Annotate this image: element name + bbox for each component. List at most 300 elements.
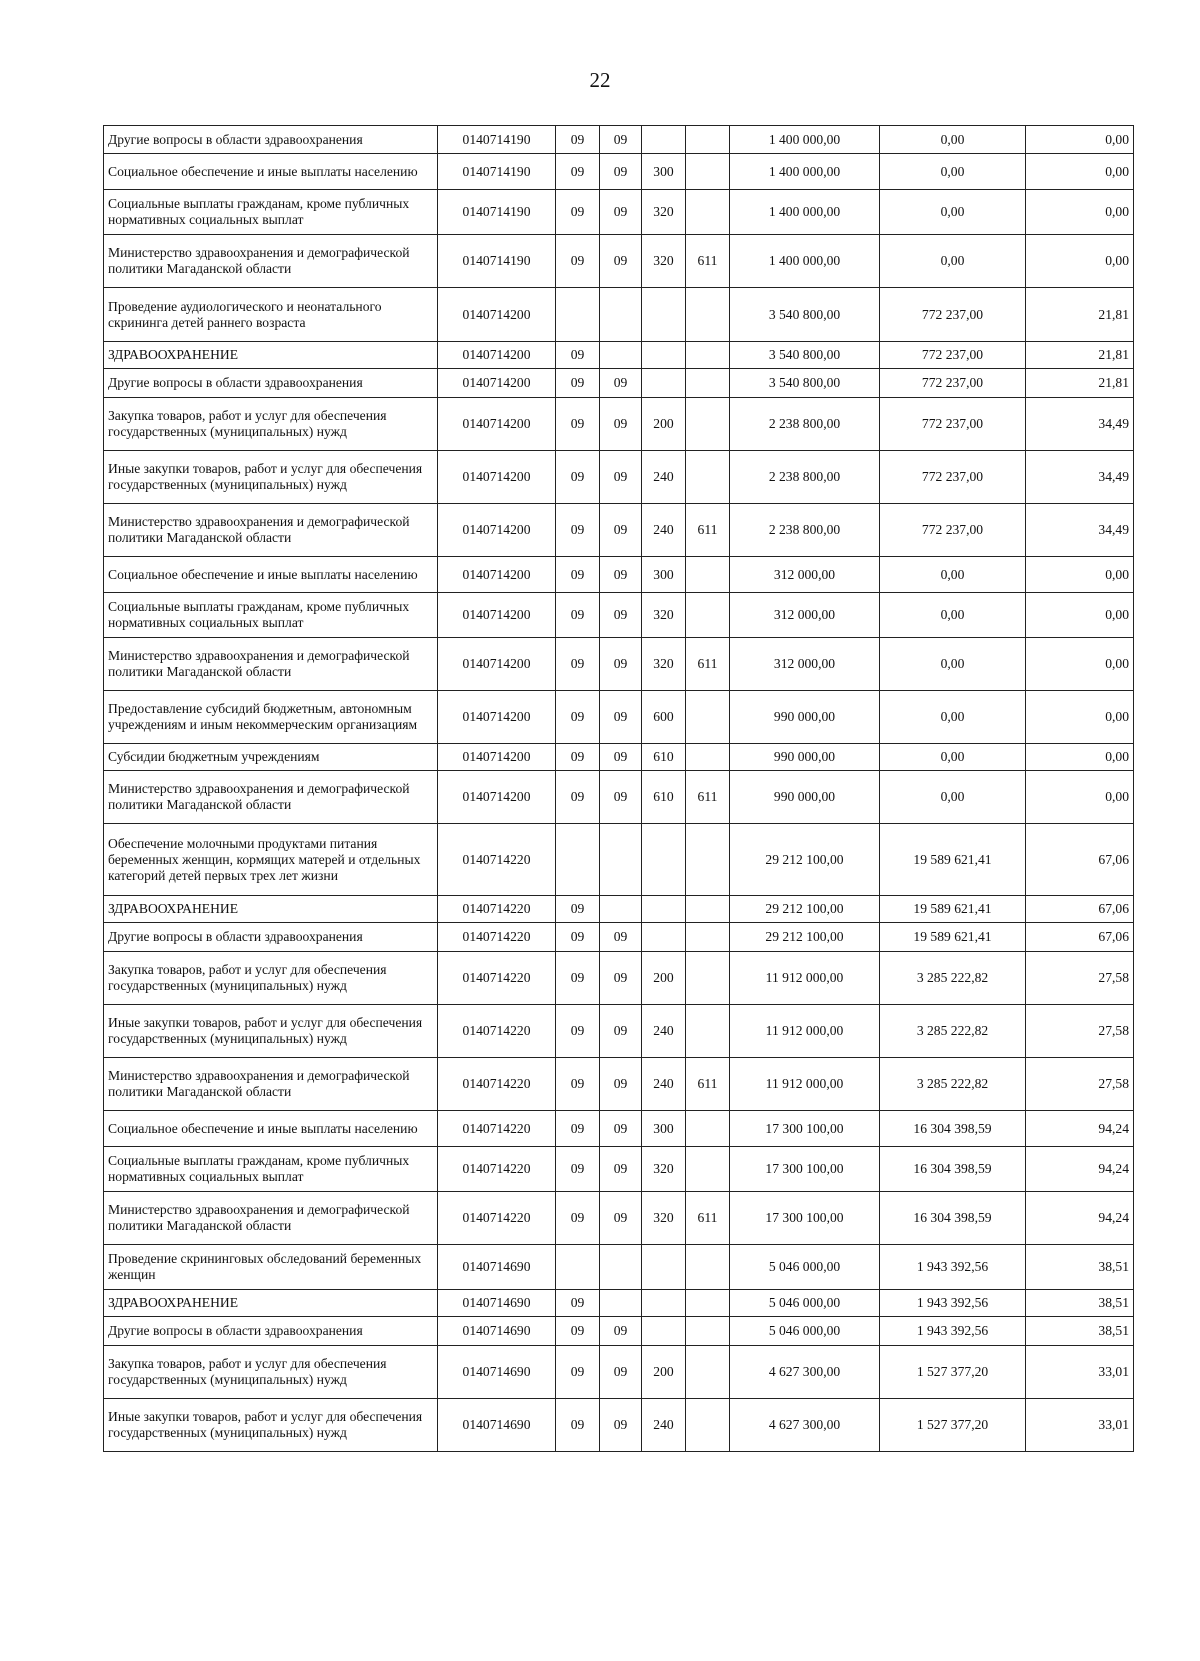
- subsection-cell: [600, 896, 642, 923]
- percent-cell: 21,81: [1026, 288, 1134, 342]
- table-row: [104, 504, 1134, 557]
- expense-type-cell: 610: [642, 744, 686, 771]
- section-cell: 09: [556, 1005, 600, 1058]
- expense-type-cell: 240: [642, 1005, 686, 1058]
- target-article-cell: 0140714200: [438, 288, 556, 342]
- section-cell: 09: [556, 923, 600, 952]
- executed-cell: 772 237,00: [880, 369, 1026, 398]
- name-cell: Социальное обеспечение и иные выплаты населению: [104, 154, 438, 190]
- table-row: [104, 1290, 1134, 1317]
- plan-cell: 312 000,00: [730, 557, 880, 593]
- executed-cell: 0,00: [880, 691, 1026, 744]
- subsection-cell: 09: [600, 1192, 642, 1245]
- executed-cell: 772 237,00: [880, 504, 1026, 557]
- plan-cell: 2 238 800,00: [730, 451, 880, 504]
- expense-type-cell: 320: [642, 593, 686, 638]
- section-cell: 09: [556, 1147, 600, 1192]
- subsection-cell: 09: [600, 1399, 642, 1452]
- expense-type-cell: 320: [642, 638, 686, 691]
- expense-type-cell: 300: [642, 1111, 686, 1147]
- target-article-cell: 0140714200: [438, 398, 556, 451]
- executed-cell: 3 285 222,82: [880, 1005, 1026, 1058]
- subsection-cell: [600, 824, 642, 896]
- section-cell: 09: [556, 557, 600, 593]
- executed-cell: 16 304 398,59: [880, 1111, 1026, 1147]
- target-article-cell: 0140714200: [438, 593, 556, 638]
- percent-cell: 0,00: [1026, 126, 1134, 154]
- expense-type-cell: 320: [642, 1147, 686, 1192]
- plan-cell: 3 540 800,00: [730, 369, 880, 398]
- name-cell: Закупка товаров, работ и услуг для обеспечения государственных (муниципальных) нужд: [104, 1346, 438, 1399]
- percent-cell: 34,49: [1026, 398, 1134, 451]
- name-cell: Министерство здравоохранения и демографической политики Магаданской области: [104, 235, 438, 288]
- budget-table: [103, 125, 1134, 1452]
- executed-cell: 0,00: [880, 235, 1026, 288]
- percent-cell: 0,00: [1026, 638, 1134, 691]
- grbs-cell: [686, 824, 730, 896]
- percent-cell: 27,58: [1026, 952, 1134, 1005]
- subsection-cell: [600, 1245, 642, 1290]
- target-article-cell: 0140714690: [438, 1399, 556, 1452]
- percent-cell: 94,24: [1026, 1111, 1134, 1147]
- target-article-cell: 0140714220: [438, 1058, 556, 1111]
- expense-type-cell: 300: [642, 557, 686, 593]
- name-cell: Социальное обеспечение и иные выплаты населению: [104, 1111, 438, 1147]
- subsection-cell: 09: [600, 952, 642, 1005]
- target-article-cell: 0140714220: [438, 896, 556, 923]
- section-cell: 09: [556, 744, 600, 771]
- plan-cell: 29 212 100,00: [730, 824, 880, 896]
- grbs-cell: [686, 1111, 730, 1147]
- section-cell: 09: [556, 896, 600, 923]
- subsection-cell: [600, 1290, 642, 1317]
- executed-cell: 3 285 222,82: [880, 1058, 1026, 1111]
- grbs-cell: [686, 1245, 730, 1290]
- plan-cell: 312 000,00: [730, 593, 880, 638]
- table-row: [104, 1399, 1134, 1452]
- grbs-cell: [686, 691, 730, 744]
- name-cell: Проведение скрининговых обследований беременных женщин: [104, 1245, 438, 1290]
- name-cell: Закупка товаров, работ и услуг для обеспечения государственных (муниципальных) нужд: [104, 398, 438, 451]
- expense-type-cell: 200: [642, 398, 686, 451]
- plan-cell: 17 300 100,00: [730, 1192, 880, 1245]
- section-cell: 09: [556, 504, 600, 557]
- budget-table-body: [104, 126, 1134, 1452]
- name-cell: Проведение аудиологического и неонатального скрининга детей раннего возраста: [104, 288, 438, 342]
- subsection-cell: [600, 342, 642, 369]
- subsection-cell: 09: [600, 154, 642, 190]
- plan-cell: 29 212 100,00: [730, 923, 880, 952]
- table-row: [104, 451, 1134, 504]
- table-row: [104, 1192, 1134, 1245]
- plan-cell: 29 212 100,00: [730, 896, 880, 923]
- executed-cell: 0,00: [880, 126, 1026, 154]
- expense-type-cell: 240: [642, 451, 686, 504]
- subsection-cell: 09: [600, 235, 642, 288]
- percent-cell: 0,00: [1026, 235, 1134, 288]
- target-article-cell: 0140714190: [438, 126, 556, 154]
- name-cell: Обеспечение молочными продуктами питания беременных женщин, кормящих матерей и отдельных категорий детей первых трех лет жизни: [104, 824, 438, 896]
- table-row: [104, 126, 1134, 154]
- subsection-cell: 09: [600, 190, 642, 235]
- grbs-cell: [686, 451, 730, 504]
- expense-type-cell: 610: [642, 771, 686, 824]
- plan-cell: 11 912 000,00: [730, 952, 880, 1005]
- executed-cell: 772 237,00: [880, 398, 1026, 451]
- grbs-cell: [686, 369, 730, 398]
- plan-cell: 4 627 300,00: [730, 1346, 880, 1399]
- section-cell: 09: [556, 451, 600, 504]
- target-article-cell: 0140714200: [438, 557, 556, 593]
- grbs-cell: [686, 342, 730, 369]
- subsection-cell: 09: [600, 691, 642, 744]
- executed-cell: 3 285 222,82: [880, 952, 1026, 1005]
- subsection-cell: [600, 288, 642, 342]
- name-cell: Иные закупки товаров, работ и услуг для обеспечения государственных (муниципальных) нужд: [104, 1005, 438, 1058]
- plan-cell: 2 238 800,00: [730, 504, 880, 557]
- table-row: [104, 398, 1134, 451]
- executed-cell: 0,00: [880, 744, 1026, 771]
- section-cell: 09: [556, 342, 600, 369]
- section-cell: 09: [556, 1346, 600, 1399]
- executed-cell: 1 527 377,20: [880, 1399, 1026, 1452]
- expense-type-cell: 200: [642, 952, 686, 1005]
- plan-cell: 990 000,00: [730, 691, 880, 744]
- name-cell: Субсидии бюджетным учреждениям: [104, 744, 438, 771]
- executed-cell: 0,00: [880, 771, 1026, 824]
- grbs-cell: [686, 557, 730, 593]
- grbs-cell: [686, 593, 730, 638]
- table-row: [104, 1147, 1134, 1192]
- section-cell: 09: [556, 638, 600, 691]
- percent-cell: 94,24: [1026, 1147, 1134, 1192]
- table-row: [104, 744, 1134, 771]
- name-cell: Социальные выплаты гражданам, кроме публичных нормативных социальных выплат: [104, 593, 438, 638]
- subsection-cell: 09: [600, 557, 642, 593]
- executed-cell: 772 237,00: [880, 342, 1026, 369]
- expense-type-cell: 320: [642, 235, 686, 288]
- name-cell: ЗДРАВООХРАНЕНИЕ: [104, 1290, 438, 1317]
- grbs-cell: [686, 398, 730, 451]
- grbs-cell: [686, 1399, 730, 1452]
- percent-cell: 0,00: [1026, 557, 1134, 593]
- executed-cell: 772 237,00: [880, 288, 1026, 342]
- expense-type-cell: 320: [642, 190, 686, 235]
- target-article-cell: 0140714690: [438, 1346, 556, 1399]
- grbs-cell: 611: [686, 1058, 730, 1111]
- subsection-cell: 09: [600, 504, 642, 557]
- target-article-cell: 0140714690: [438, 1317, 556, 1346]
- target-article-cell: 0140714220: [438, 1005, 556, 1058]
- expense-type-cell: [642, 1245, 686, 1290]
- table-row: [104, 235, 1134, 288]
- name-cell: Иные закупки товаров, работ и услуг для обеспечения государственных (муниципальных) нужд: [104, 451, 438, 504]
- grbs-cell: [686, 1346, 730, 1399]
- section-cell: 09: [556, 1290, 600, 1317]
- table-row: [104, 369, 1134, 398]
- plan-cell: 3 540 800,00: [730, 342, 880, 369]
- table-row: [104, 1245, 1134, 1290]
- percent-cell: 94,24: [1026, 1192, 1134, 1245]
- grbs-cell: [686, 1290, 730, 1317]
- expense-type-cell: [642, 1290, 686, 1317]
- executed-cell: 0,00: [880, 190, 1026, 235]
- table-row: [104, 1317, 1134, 1346]
- table-row: [104, 923, 1134, 952]
- name-cell: Иные закупки товаров, работ и услуг для обеспечения государственных (муниципальных) нужд: [104, 1399, 438, 1452]
- percent-cell: 0,00: [1026, 691, 1134, 744]
- section-cell: [556, 288, 600, 342]
- percent-cell: 0,00: [1026, 593, 1134, 638]
- grbs-cell: 611: [686, 638, 730, 691]
- percent-cell: 38,51: [1026, 1290, 1134, 1317]
- subsection-cell: 09: [600, 1317, 642, 1346]
- grbs-cell: [686, 952, 730, 1005]
- name-cell: ЗДРАВООХРАНЕНИЕ: [104, 896, 438, 923]
- section-cell: 09: [556, 952, 600, 1005]
- expense-type-cell: 200: [642, 1346, 686, 1399]
- name-cell: Социальные выплаты гражданам, кроме публичных нормативных социальных выплат: [104, 190, 438, 235]
- subsection-cell: 09: [600, 1058, 642, 1111]
- percent-cell: 34,49: [1026, 504, 1134, 557]
- subsection-cell: 09: [600, 451, 642, 504]
- name-cell: Предоставление субсидий бюджетным, автономным учреждениям и иным некоммерческим организациям: [104, 691, 438, 744]
- grbs-cell: [686, 126, 730, 154]
- subsection-cell: 09: [600, 923, 642, 952]
- section-cell: 09: [556, 154, 600, 190]
- plan-cell: 5 046 000,00: [730, 1245, 880, 1290]
- section-cell: 09: [556, 126, 600, 154]
- name-cell: Министерство здравоохранения и демографической политики Магаданской области: [104, 1058, 438, 1111]
- target-article-cell: 0140714690: [438, 1245, 556, 1290]
- name-cell: Министерство здравоохранения и демографической политики Магаданской области: [104, 638, 438, 691]
- executed-cell: 1 943 392,56: [880, 1317, 1026, 1346]
- target-article-cell: 0140714690: [438, 1290, 556, 1317]
- subsection-cell: 09: [600, 398, 642, 451]
- section-cell: 09: [556, 398, 600, 451]
- name-cell: Социальное обеспечение и иные выплаты населению: [104, 557, 438, 593]
- name-cell: Министерство здравоохранения и демографической политики Магаданской области: [104, 771, 438, 824]
- target-article-cell: 0140714200: [438, 504, 556, 557]
- expense-type-cell: [642, 342, 686, 369]
- name-cell: Закупка товаров, работ и услуг для обеспечения государственных (муниципальных) нужд: [104, 952, 438, 1005]
- expense-type-cell: 240: [642, 1399, 686, 1452]
- plan-cell: 1 400 000,00: [730, 154, 880, 190]
- table-row: [104, 771, 1134, 824]
- percent-cell: 0,00: [1026, 744, 1134, 771]
- subsection-cell: 09: [600, 771, 642, 824]
- target-article-cell: 0140714200: [438, 771, 556, 824]
- plan-cell: 17 300 100,00: [730, 1111, 880, 1147]
- expense-type-cell: [642, 824, 686, 896]
- percent-cell: 0,00: [1026, 771, 1134, 824]
- expense-type-cell: 240: [642, 1058, 686, 1111]
- grbs-cell: [686, 1147, 730, 1192]
- target-article-cell: 0140714190: [438, 235, 556, 288]
- subsection-cell: 09: [600, 593, 642, 638]
- percent-cell: 27,58: [1026, 1005, 1134, 1058]
- target-article-cell: 0140714220: [438, 824, 556, 896]
- plan-cell: 990 000,00: [730, 744, 880, 771]
- percent-cell: 27,58: [1026, 1058, 1134, 1111]
- grbs-cell: 611: [686, 771, 730, 824]
- plan-cell: 5 046 000,00: [730, 1290, 880, 1317]
- target-article-cell: 0140714220: [438, 952, 556, 1005]
- executed-cell: 0,00: [880, 154, 1026, 190]
- subsection-cell: 09: [600, 744, 642, 771]
- target-article-cell: 0140714200: [438, 342, 556, 369]
- percent-cell: 34,49: [1026, 451, 1134, 504]
- subsection-cell: 09: [600, 1346, 642, 1399]
- target-article-cell: 0140714200: [438, 451, 556, 504]
- target-article-cell: 0140714220: [438, 1192, 556, 1245]
- plan-cell: 990 000,00: [730, 771, 880, 824]
- executed-cell: 772 237,00: [880, 451, 1026, 504]
- expense-type-cell: 600: [642, 691, 686, 744]
- plan-cell: 11 912 000,00: [730, 1005, 880, 1058]
- plan-cell: 3 540 800,00: [730, 288, 880, 342]
- target-article-cell: 0140714190: [438, 154, 556, 190]
- section-cell: 09: [556, 1058, 600, 1111]
- grbs-cell: [686, 923, 730, 952]
- executed-cell: 19 589 621,41: [880, 824, 1026, 896]
- plan-cell: 2 238 800,00: [730, 398, 880, 451]
- expense-type-cell: 240: [642, 504, 686, 557]
- plan-cell: 17 300 100,00: [730, 1147, 880, 1192]
- executed-cell: 19 589 621,41: [880, 896, 1026, 923]
- table-row: [104, 557, 1134, 593]
- executed-cell: 1 943 392,56: [880, 1290, 1026, 1317]
- grbs-cell: [686, 1317, 730, 1346]
- target-article-cell: 0140714190: [438, 190, 556, 235]
- section-cell: 09: [556, 1192, 600, 1245]
- page-number: 22: [589, 68, 611, 92]
- grbs-cell: 611: [686, 1192, 730, 1245]
- target-article-cell: 0140714200: [438, 744, 556, 771]
- name-cell: Другие вопросы в области здравоохранения: [104, 923, 438, 952]
- section-cell: [556, 824, 600, 896]
- percent-cell: 0,00: [1026, 190, 1134, 235]
- executed-cell: 16 304 398,59: [880, 1147, 1026, 1192]
- table-row: [104, 342, 1134, 369]
- plan-cell: 5 046 000,00: [730, 1317, 880, 1346]
- target-article-cell: 0140714200: [438, 638, 556, 691]
- name-cell: Министерство здравоохранения и демографической политики Магаданской области: [104, 504, 438, 557]
- name-cell: ЗДРАВООХРАНЕНИЕ: [104, 342, 438, 369]
- name-cell: Министерство здравоохранения и демографической политики Магаданской области: [104, 1192, 438, 1245]
- grbs-cell: [686, 896, 730, 923]
- target-article-cell: 0140714200: [438, 691, 556, 744]
- grbs-cell: [686, 190, 730, 235]
- section-cell: 09: [556, 190, 600, 235]
- expense-type-cell: 300: [642, 154, 686, 190]
- section-cell: [556, 1245, 600, 1290]
- executed-cell: 19 589 621,41: [880, 923, 1026, 952]
- percent-cell: 67,06: [1026, 923, 1134, 952]
- percent-cell: 21,81: [1026, 342, 1134, 369]
- executed-cell: 0,00: [880, 593, 1026, 638]
- expense-type-cell: [642, 126, 686, 154]
- subsection-cell: 09: [600, 126, 642, 154]
- target-article-cell: 0140714220: [438, 923, 556, 952]
- expense-type-cell: 320: [642, 1192, 686, 1245]
- table-row: [104, 638, 1134, 691]
- plan-cell: 1 400 000,00: [730, 126, 880, 154]
- target-article-cell: 0140714220: [438, 1111, 556, 1147]
- target-article-cell: 0140714220: [438, 1147, 556, 1192]
- section-cell: 09: [556, 1317, 600, 1346]
- executed-cell: 1 527 377,20: [880, 1346, 1026, 1399]
- expense-type-cell: [642, 369, 686, 398]
- table-row: [104, 691, 1134, 744]
- expense-type-cell: [642, 896, 686, 923]
- plan-cell: 1 400 000,00: [730, 190, 880, 235]
- table-row: [104, 288, 1134, 342]
- table-row: [104, 190, 1134, 235]
- table-row: [104, 1111, 1134, 1147]
- target-article-cell: 0140714200: [438, 369, 556, 398]
- table-row: [104, 1058, 1134, 1111]
- subsection-cell: 09: [600, 1111, 642, 1147]
- expense-type-cell: [642, 1317, 686, 1346]
- percent-cell: 33,01: [1026, 1399, 1134, 1452]
- percent-cell: 0,00: [1026, 154, 1134, 190]
- name-cell: Социальные выплаты гражданам, кроме публичных нормативных социальных выплат: [104, 1147, 438, 1192]
- percent-cell: 33,01: [1026, 1346, 1134, 1399]
- table-row: [104, 1005, 1134, 1058]
- grbs-cell: 611: [686, 235, 730, 288]
- expense-type-cell: [642, 923, 686, 952]
- section-cell: 09: [556, 593, 600, 638]
- name-cell: Другие вопросы в области здравоохранения: [104, 369, 438, 398]
- table-row: [104, 154, 1134, 190]
- executed-cell: 0,00: [880, 638, 1026, 691]
- grbs-cell: [686, 154, 730, 190]
- table-row: [104, 1346, 1134, 1399]
- grbs-cell: [686, 288, 730, 342]
- percent-cell: 38,51: [1026, 1317, 1134, 1346]
- plan-cell: 312 000,00: [730, 638, 880, 691]
- table-row: [104, 896, 1134, 923]
- percent-cell: 67,06: [1026, 824, 1134, 896]
- name-cell: Другие вопросы в области здравоохранения: [104, 126, 438, 154]
- table-row: [104, 593, 1134, 638]
- section-cell: 09: [556, 1111, 600, 1147]
- subsection-cell: 09: [600, 1147, 642, 1192]
- expense-type-cell: [642, 288, 686, 342]
- section-cell: 09: [556, 691, 600, 744]
- section-cell: 09: [556, 771, 600, 824]
- subsection-cell: 09: [600, 369, 642, 398]
- percent-cell: 38,51: [1026, 1245, 1134, 1290]
- executed-cell: 1 943 392,56: [880, 1245, 1026, 1290]
- plan-cell: 11 912 000,00: [730, 1058, 880, 1111]
- percent-cell: 67,06: [1026, 896, 1134, 923]
- plan-cell: 1 400 000,00: [730, 235, 880, 288]
- name-cell: Другие вопросы в области здравоохранения: [104, 1317, 438, 1346]
- subsection-cell: 09: [600, 638, 642, 691]
- section-cell: 09: [556, 235, 600, 288]
- section-cell: 09: [556, 1399, 600, 1452]
- percent-cell: 21,81: [1026, 369, 1134, 398]
- section-cell: 09: [556, 369, 600, 398]
- subsection-cell: 09: [600, 1005, 642, 1058]
- grbs-cell: [686, 744, 730, 771]
- executed-cell: 16 304 398,59: [880, 1192, 1026, 1245]
- table-row: [104, 952, 1134, 1005]
- plan-cell: 4 627 300,00: [730, 1399, 880, 1452]
- executed-cell: 0,00: [880, 557, 1026, 593]
